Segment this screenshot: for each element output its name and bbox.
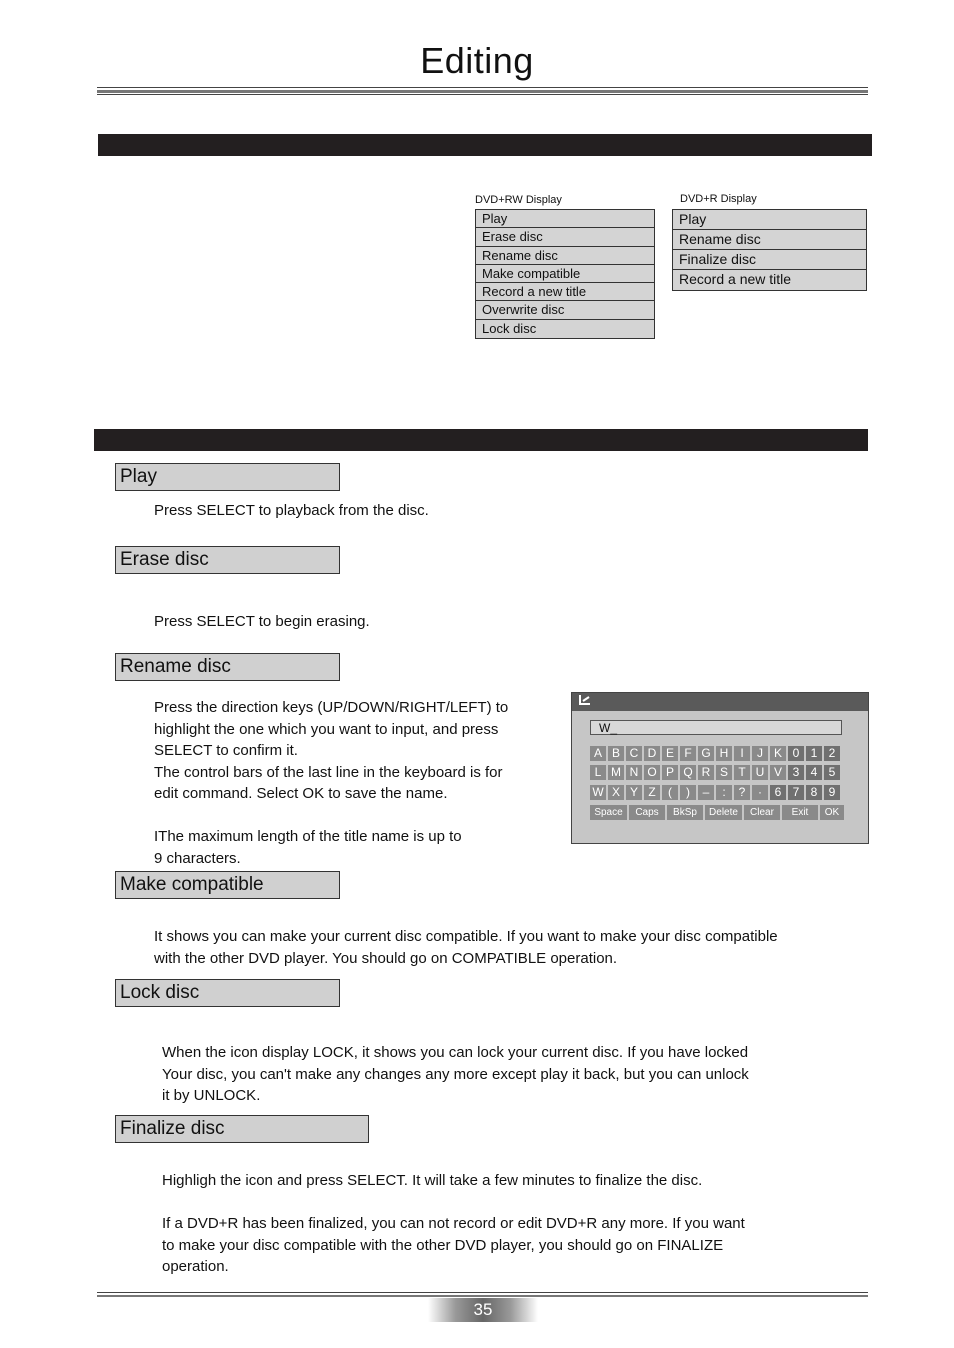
keyboard-key[interactable]: D: [644, 746, 660, 761]
text-line: edit command. Select OK to save the name.: [154, 785, 448, 802]
keyboard-control-bksp[interactable]: BkSp: [667, 805, 703, 820]
keyboard-control-exit[interactable]: Exit: [782, 805, 818, 820]
title-rule-thick: [97, 90, 868, 93]
keyboard-key[interactable]: A: [590, 746, 606, 761]
keyboard-key[interactable]: 1: [806, 746, 822, 761]
menu-item[interactable]: Play: [673, 210, 866, 230]
keyboard-key[interactable]: U: [752, 765, 768, 780]
section-lock-heading: Lock disc: [115, 979, 340, 1007]
keyboard-key[interactable]: I: [734, 746, 750, 761]
text-line: IThe maximum length of the title name is up to: [154, 828, 462, 845]
menu-item[interactable]: Rename disc: [476, 247, 654, 265]
section-compatible-heading: Make compatible: [115, 871, 340, 899]
text-line: It shows you can make your current disc compatible. If you want to make your disc compatible: [154, 928, 778, 945]
text-line: Press the direction keys (UP/DOWN/RIGHT/LEFT) to: [154, 699, 509, 716]
section-play-heading: Play: [115, 463, 340, 491]
keyboard-key[interactable]: F: [680, 746, 696, 761]
keyboard-key[interactable]: :: [716, 785, 732, 800]
keyboard-key[interactable]: ·: [752, 785, 768, 800]
section-rename-heading: Rename disc: [115, 653, 340, 681]
menu-item[interactable]: Erase disc: [476, 228, 654, 246]
keyboard-key[interactable]: 4: [806, 765, 822, 780]
text-line: with the other DVD player. You should go on COMPATIBLE operation.: [154, 949, 618, 967]
keyboard-control-row: [590, 805, 844, 820]
r-menu-caption: DVD+R Display: [680, 193, 757, 205]
keyboard-key[interactable]: C: [626, 746, 642, 761]
pencil-icon: [572, 694, 592, 709]
section-bar-top: [98, 134, 872, 156]
keyboard-key[interactable]: Y: [626, 785, 642, 800]
keyboard-input-field[interactable]: W_: [590, 720, 842, 735]
keyboard-key[interactable]: 9: [824, 785, 840, 800]
keyboard-key[interactable]: K: [770, 746, 786, 761]
text-line: SELECT to confirm it.: [154, 742, 298, 759]
keyboard-key[interactable]: Q: [680, 765, 696, 780]
keyboard-header: [572, 693, 868, 711]
menu-item[interactable]: Overwrite disc: [476, 301, 654, 319]
onscreen-keyboard: [571, 692, 869, 844]
keyboard-control-caps[interactable]: Caps: [629, 805, 665, 820]
keyboard-key[interactable]: N: [626, 765, 642, 780]
keyboard-key[interactable]: E: [662, 746, 678, 761]
section-lock-text: [162, 1042, 749, 1107]
menu-item[interactable]: Make compatible: [476, 265, 654, 283]
keyboard-key[interactable]: P: [662, 765, 678, 780]
menu-item[interactable]: Rename disc: [673, 230, 866, 250]
text-line: highlight the one which you want to input, and press: [154, 720, 499, 738]
keyboard-key[interactable]: ?: [734, 785, 750, 800]
keyboard-key[interactable]: T: [734, 765, 750, 780]
dvd-rw-menu: [475, 209, 655, 339]
keyboard-key[interactable]: Z: [644, 785, 660, 800]
page-title: Editing: [420, 40, 534, 81]
section-finalize-text: [162, 1170, 745, 1278]
dvd-r-menu: [672, 209, 867, 291]
section-erase-heading: Erase disc: [115, 546, 340, 574]
keyboard-key[interactable]: J: [752, 746, 768, 761]
keyboard-key[interactable]: 6: [770, 785, 786, 800]
section-erase-text: Press SELECT to begin erasing.: [154, 613, 370, 630]
text-line: 9 characters.: [154, 849, 241, 867]
text-line: Your disc, you can't make any changes any more except play it back, but you can unlock: [162, 1065, 749, 1083]
keyboard-key[interactable]: X: [608, 785, 624, 800]
keyboard-key[interactable]: (: [662, 785, 678, 800]
keyboard-key[interactable]: R: [698, 765, 714, 780]
title-rule-bottom: [97, 94, 868, 95]
page-number: 35: [473, 1300, 493, 1319]
text-line: When the icon display LOCK, it shows you can lock your current disc. If you have locked: [162, 1044, 749, 1061]
section-finalize-heading: Finalize disc: [115, 1115, 369, 1143]
section-bar-middle: [94, 429, 868, 451]
keyboard-key[interactable]: S: [716, 765, 732, 780]
keyboard-row-3: [590, 785, 840, 800]
keyboard-key[interactable]: W: [590, 785, 606, 800]
keyboard-key[interactable]: 0: [788, 746, 804, 761]
keyboard-key[interactable]: 5: [824, 765, 840, 780]
text-line: Highligh the icon and press SELECT. It will take a few minutes to finalize the disc.: [162, 1172, 703, 1189]
keyboard-row-2: [590, 765, 840, 780]
keyboard-key[interactable]: B: [608, 746, 624, 761]
menu-item[interactable]: Finalize disc: [673, 250, 866, 270]
section-play-text: Press SELECT to playback from the disc.: [154, 502, 429, 519]
keyboard-key[interactable]: ): [680, 785, 696, 800]
text-line: [162, 1192, 745, 1214]
menu-item[interactable]: Record a new title: [476, 283, 654, 301]
menu-item[interactable]: Play: [476, 210, 654, 228]
keyboard-row-1: [590, 746, 840, 761]
text-line: to make your disc compatible with the other DVD player, you should go on FINALIZE: [162, 1236, 724, 1254]
keyboard-key[interactable]: –: [698, 785, 714, 800]
section-compatible-text: [154, 926, 778, 969]
rw-menu-caption: DVD+RW Display: [475, 194, 562, 206]
keyboard-key[interactable]: G: [698, 746, 714, 761]
text-line: The control bars of the last line in the keyboard is for: [154, 763, 503, 781]
menu-item[interactable]: Record a new title: [673, 270, 866, 290]
menu-item[interactable]: Lock disc: [476, 320, 654, 338]
keyboard-control-delete[interactable]: Delete: [705, 805, 742, 820]
keyboard-control-space[interactable]: Space: [590, 805, 627, 820]
text-line: it by UNLOCK.: [162, 1087, 261, 1104]
keyboard-key[interactable]: 7: [788, 785, 804, 800]
keyboard-key[interactable]: 2: [824, 746, 840, 761]
keyboard-control-ok[interactable]: OK: [820, 805, 844, 820]
keyboard-key[interactable]: L: [590, 765, 606, 780]
text-line: operation.: [162, 1258, 229, 1275]
keyboard-key[interactable]: 3: [788, 765, 804, 780]
footer-rule-top: [97, 1292, 868, 1293]
text-line: [154, 805, 508, 827]
text-line: If a DVD+R has been finalized, you can not record or edit DVD+R any more. If you want: [162, 1215, 745, 1232]
keyboard-key[interactable]: M: [608, 765, 624, 780]
keyboard-key[interactable]: H: [716, 746, 732, 761]
keyboard-control-clear[interactable]: Clear: [744, 805, 780, 820]
keyboard-key[interactable]: O: [644, 765, 660, 780]
title-rule-top: [97, 87, 868, 88]
keyboard-key[interactable]: V: [770, 765, 786, 780]
keyboard-key[interactable]: 8: [806, 785, 822, 800]
section-rename-text: [154, 697, 508, 869]
footer-rule-bottom: [97, 1295, 868, 1297]
